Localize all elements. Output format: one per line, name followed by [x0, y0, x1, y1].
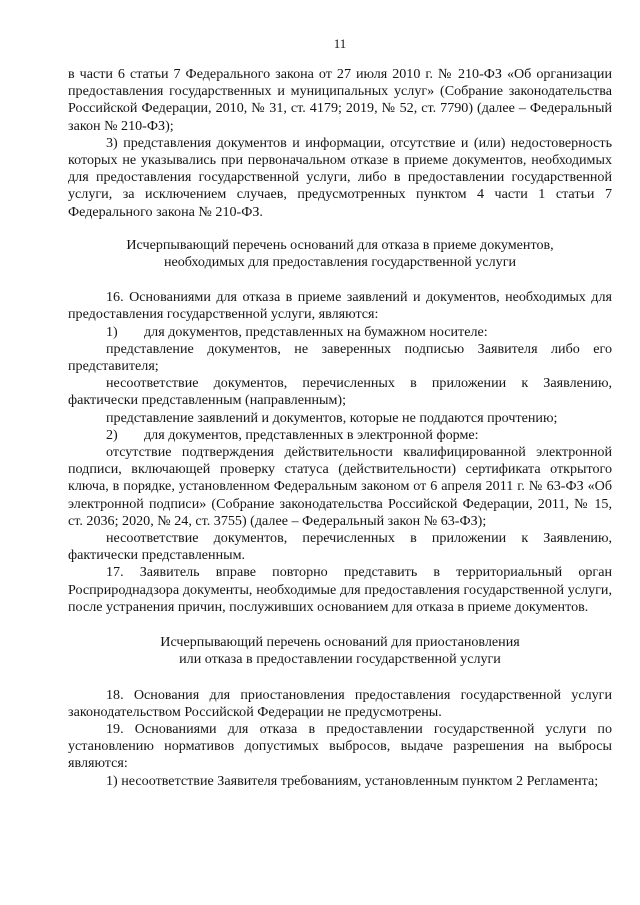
- paragraph-19-1: 1) несоответствие Заявителя требованиям, установленным пунктом 2 Регламента;: [106, 772, 599, 789]
- section-heading-line: или отказа в предоставлении государственной услуги: [179, 651, 501, 668]
- paragraph-16-1b: несоответствие документов, перечисленных в приложении к Заявлению, фактически представленным (направленным);: [68, 375, 612, 409]
- section-heading-line: Исчерпывающий перечень оснований для отказа в приеме документов,: [126, 236, 554, 253]
- paragraph-16-1a: представление документов, не заверенных подписью Заявителя либо его представителя;: [68, 340, 612, 375]
- paragraph-17: 17. Заявитель вправе повторно представить в территориальный орган Росприроднадзора документы, необходимые для предоставления государственной услуги, после устранения причин, послуживших основанием для отказа в приеме документов.: [68, 564, 612, 615]
- paragraph-16-2b: несоответствие документов, перечисленных в приложении к Заявлению, фактически представленным.: [68, 530, 612, 564]
- list-number: 1): [106, 323, 118, 340]
- paragraph-item-3: 3) представления документов и информации, отсутствие и (или) недостоверность которых не указывались при первоначальном отказе в приеме документов, необходимых для предоставления государственной услуги, либо в предоставлении государственной услуги, за исключением случаев, предусмотренных пунктом 4 части 1 статьи 7 Федерального закона № 210-ФЗ.: [68, 134, 612, 220]
- section-heading-refusal-acceptance: [68, 237, 612, 271]
- paragraph-16-2a: отсутствие подтверждения действительности квалифицированной электронной подписи, включающей проверку статуса (действительности) сертификата открытого ключа, в порядке, установленном Федеральным законом от 6 апреля 2011 г. № 63-ФЗ «Об электронной подписи» (Собрание законодательства Российской Федерации, 2011, № 15, ст. 2036; 2020, № 24, ст. 3755) (далее – Федеральный закон № 63-ФЗ);: [68, 444, 612, 529]
- paragraph-19: 19. Основаниями для отказа в предоставлении государственной услуги по установлению нормативов допустимых выбросов, выдаче разрешения на выбросы являются:: [68, 720, 612, 772]
- list-item-16-1: [68, 324, 612, 341]
- paragraph-intro: в части 6 статьи 7 Федерального закона от 27 июля 2010 г. № 210-ФЗ «Об организации предоставления государственных и муниципальных услуг» (Собрание законодательства Российской Федерации, 2010, № 31, ст. 4179; 2019, № 52, ст. 7790) (далее – Федеральный закон № 210-ФЗ);: [68, 66, 612, 134]
- list-number: 2): [106, 426, 118, 443]
- paragraph-16: 16. Основаниями для отказа в приеме заявлений и документов, необходимых для предоставления государственной услуги, являются:: [68, 289, 612, 323]
- section-heading-line: Исчерпывающий перечень оснований для приостановления: [160, 634, 520, 651]
- list-item-16-2: [68, 427, 612, 444]
- page-number: 11: [333, 36, 347, 51]
- list-text: для документов, представленных в электронной форме:: [144, 426, 479, 443]
- paragraph-16-1c: представление заявлений и документов, которые не поддаются прочтению;: [106, 409, 558, 426]
- section-heading-suspension-refusal: [68, 634, 612, 668]
- section-heading-line: необходимых для предоставления государственной услуги: [163, 254, 517, 271]
- paragraph-18: 18. Основания для приостановления предоставления государственной услуги законодательством Российской Федерации не предусмотрены.: [68, 686, 612, 720]
- list-text: для документов, представленных на бумажном носителе:: [144, 323, 488, 340]
